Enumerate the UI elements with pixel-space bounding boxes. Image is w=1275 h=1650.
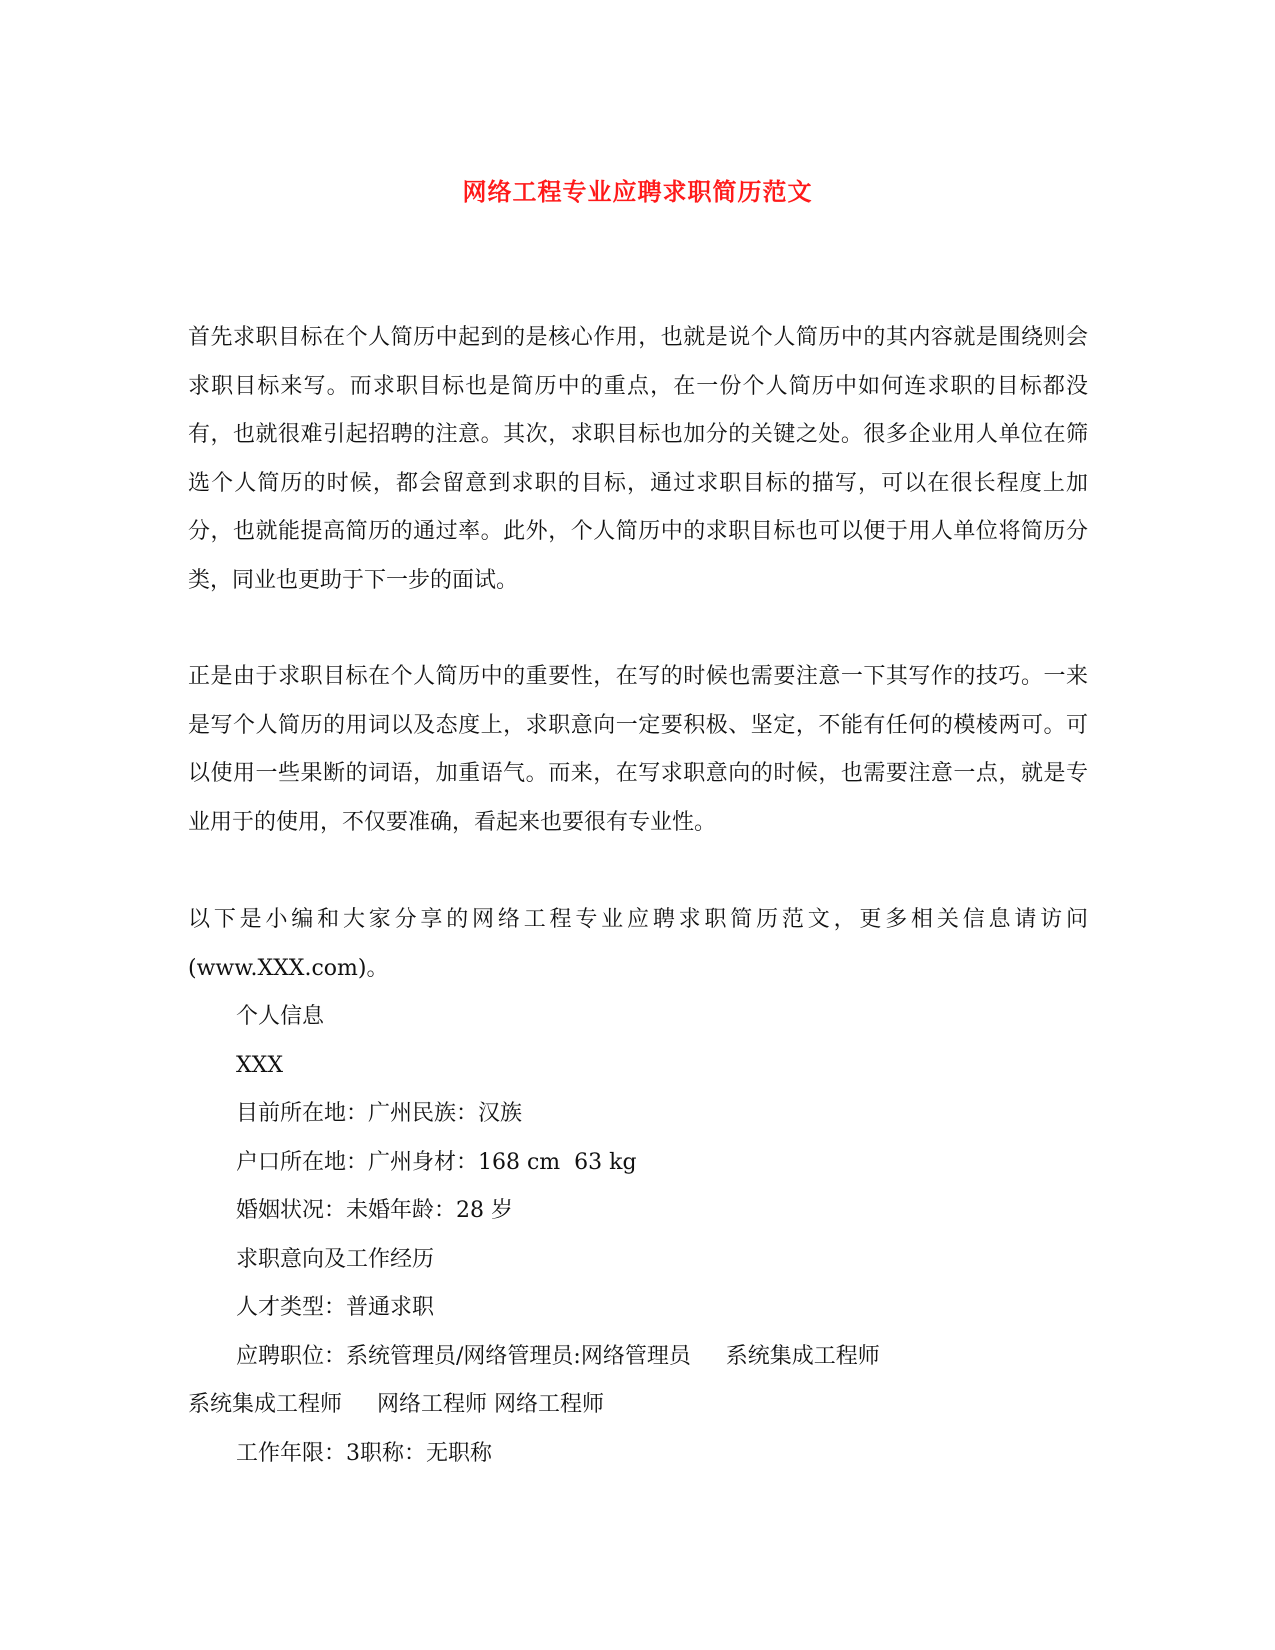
paragraph-writing-tips: 正是由于求职目标在个人简历中的重要性，在写的时候也需要注意一下其写作的技巧。一来是写个人简历的用词以及态度上，求职意向一定要积极、坚定，不能有任何的模棱两可。可以使用一些果断的词语，加重语气。而来，在写求职意向的时候，也需要注意一点，就是专业用于的使用，不仅要准确，看起来也要很有专业性。 (188, 664, 1088, 835)
applied-positions-line: 应聘职位：系统管理员/网络管理员:网络管理员 系统集成工程师 (236, 1343, 880, 1369)
hukou-body-line: 户口所在地：广州身材：168 cm 63 kg (236, 1149, 637, 1175)
section-heading-job-intent: 求职意向及工作经历 (236, 1246, 435, 1272)
document-title: 网络工程专业应聘求职简历范文 (462, 177, 813, 206)
work-years-title-line: 工作年限：3职称：无职称 (236, 1440, 492, 1466)
name-line: XXX (236, 1052, 283, 1078)
resume-info-block (188, 993, 1088, 1478)
paragraph-job-objective: 首先求职目标在个人简历中起到的是核心作用，也就是说个人简历中的其内容就是围绕则会求职目标来写。而求职目标也是简历中的重点，在一份个人简历中如何连求职的目标都没有，也就很难引起招聘的注意。其次，求职目标也加分的关键之处。很多企业用人单位在筛选个人简历的时候，都会留意到求职的目标，通过求职目标的描写，可以在很长程度上加分，也就能提高简历的通过率。此外，个人简历中的求职目标也可以便于用人单位将简历分类，同业也更助于下一步的面试。 (188, 325, 1088, 593)
location-ethnicity-line: 目前所在地：广州民族：汉族 (236, 1101, 523, 1126)
paragraph-intro: 以下是小编和大家分享的网络工程专业应聘求职简历范文，更多相关信息请访问(www.XXX.com)。 (188, 907, 1088, 981)
section-heading-personal-info: 个人信息 (236, 1004, 325, 1029)
marital-age-line: 婚姻状况：未婚年龄：28 岁 (236, 1198, 513, 1223)
applied-positions-continued-line: 系统集成工程师 网络工程师 网络工程师 (188, 1392, 604, 1417)
talent-type-line: 人才类型：普通求职 (236, 1295, 435, 1320)
